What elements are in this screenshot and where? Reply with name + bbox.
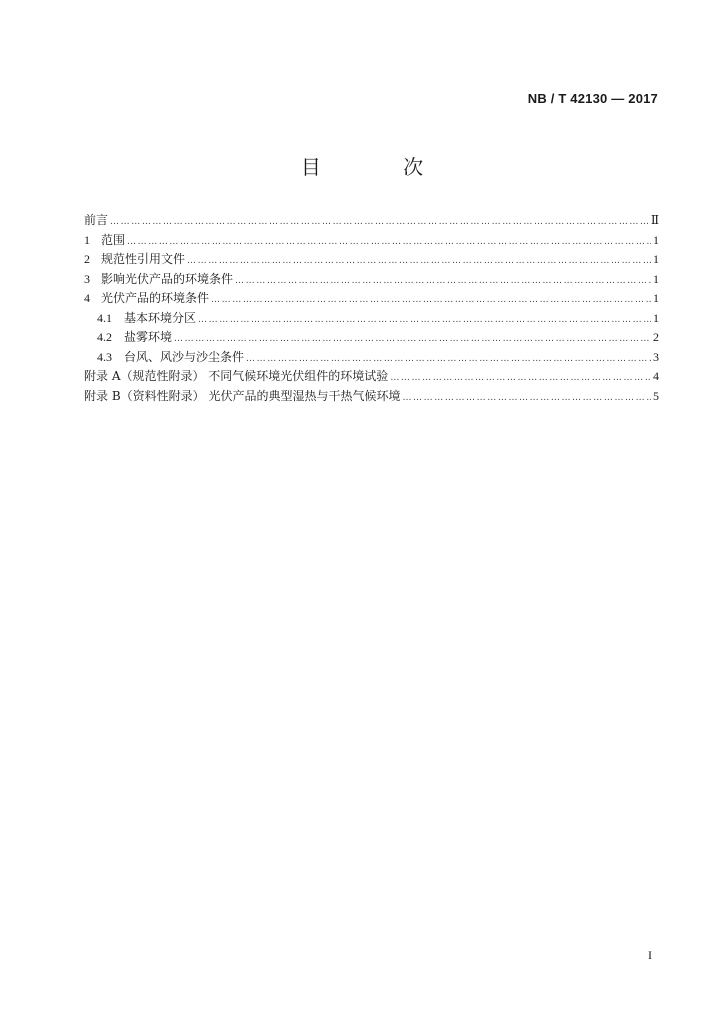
toc-entry-label: 附录 B（资料性附录） 光伏产品的典型湿热与干热气候环境 (84, 388, 401, 403)
toc-entry-page: 1 (653, 310, 659, 325)
page-title: 目 次 (300, 155, 462, 179)
toc-entry-number: 3 (84, 271, 90, 286)
toc-entry-label: 范围 (101, 232, 126, 247)
toc-entry-label: 规范性引用文件 (101, 252, 186, 266)
standard-code: NB / T 42130 — 2017 (527, 91, 658, 106)
toc-entry-page: 1 (653, 271, 659, 286)
toc-entry-number: 2 (84, 252, 90, 266)
toc-entry-label: 前言 (84, 213, 109, 227)
toc-entry[interactable] (84, 231, 659, 251)
toc-entry-label: 影响光伏产品的环境条件 (101, 271, 234, 286)
toc-dot-leader (211, 291, 651, 311)
table-of-contents (84, 211, 659, 406)
toc-dot-leader (198, 311, 651, 331)
toc-entry-page: 1 (653, 232, 659, 247)
toc-entry[interactable] (84, 211, 659, 231)
page-number: I (648, 948, 652, 962)
toc-entry-number: 4 (84, 291, 90, 305)
toc-entry-page: 3 (653, 349, 659, 364)
toc-entry[interactable] (84, 289, 659, 309)
toc-entry-page: 1 (653, 252, 659, 266)
toc-entry-number: 4.3 (97, 349, 112, 364)
toc-entry-number: 1 (84, 232, 90, 247)
toc-entry-label: 附录 A（规范性附录） 不同气候环境光伏组件的环境试验 (84, 369, 389, 383)
toc-entry-label: 基本环境分区 (124, 310, 197, 325)
toc-entry-number: 4.2 (97, 330, 112, 344)
toc-entry-page: 4 (653, 369, 659, 383)
toc-entry[interactable] (84, 367, 659, 387)
toc-dot-leader (402, 389, 651, 409)
toc-dot-leader (127, 233, 651, 253)
toc-entry-label: 光伏产品的环境条件 (101, 291, 210, 305)
toc-entry[interactable] (84, 348, 659, 368)
toc-entry-label: 盐雾环境 (124, 330, 173, 344)
toc-dot-leader (187, 252, 651, 272)
toc-entry-number: 4.1 (97, 310, 112, 325)
toc-entry[interactable] (84, 387, 659, 407)
toc-entry-page: 5 (653, 388, 659, 403)
toc-entry-label: 台风、风沙与沙尘条件 (124, 349, 245, 364)
toc-dot-leader (174, 330, 651, 350)
toc-dot-leader (390, 369, 651, 389)
toc-dot-leader (235, 272, 651, 292)
toc-entry[interactable] (84, 309, 659, 329)
toc-entry-page: Ⅱ (650, 213, 659, 227)
toc-entry[interactable] (84, 270, 659, 290)
toc-entry-page: 2 (653, 330, 659, 344)
toc-entry[interactable] (84, 250, 659, 270)
toc-dot-leader (110, 213, 649, 233)
toc-entry-page: 1 (653, 291, 659, 305)
toc-entry[interactable] (84, 328, 659, 348)
